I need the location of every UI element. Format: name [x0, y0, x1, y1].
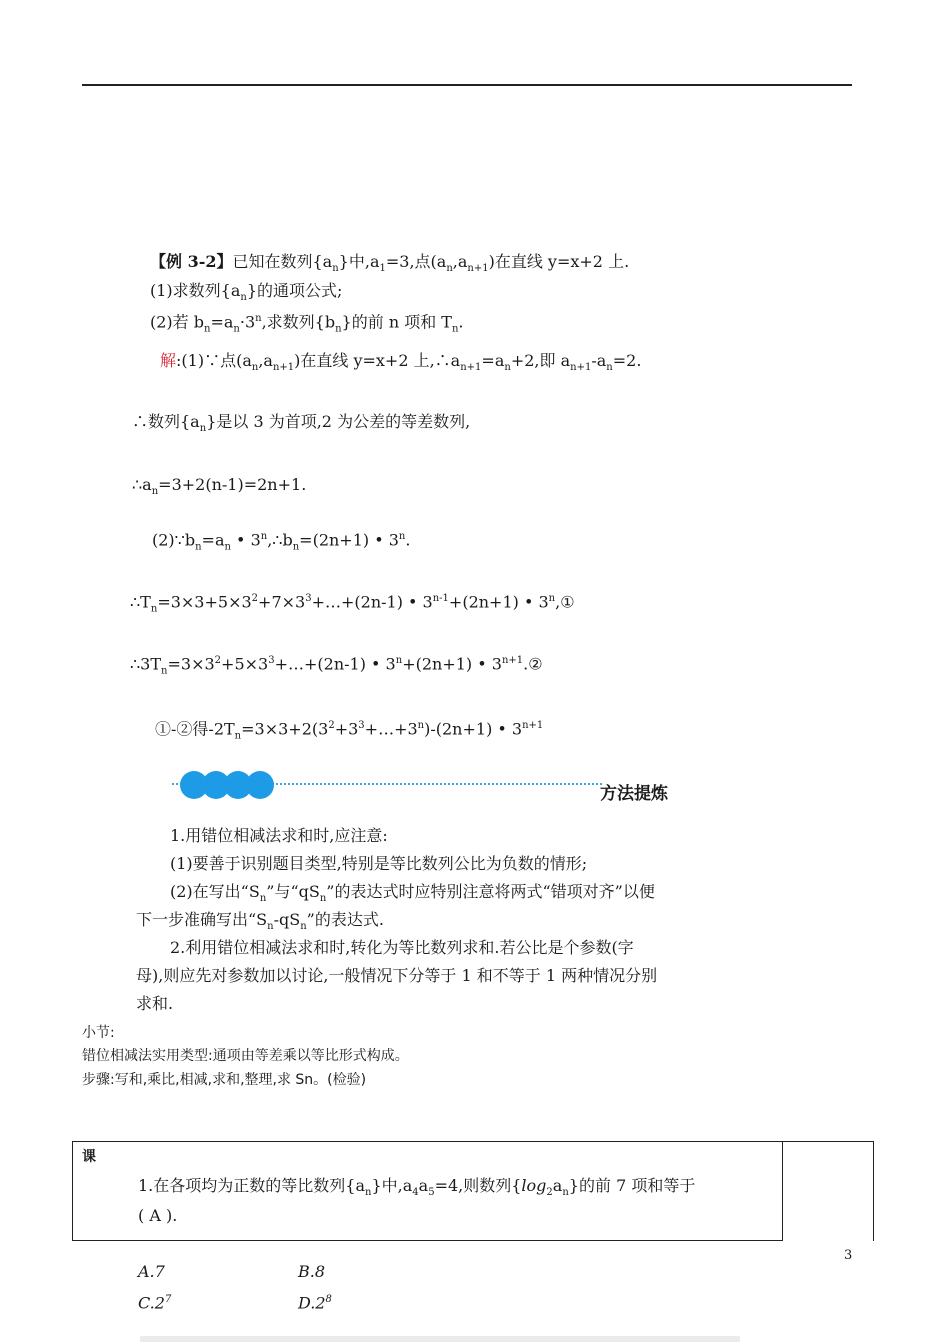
- method-point-1-b-cont: 下一步准确写出“$S_n-qS_n$”的表达式.: [136, 910, 384, 933]
- solution-step-2: ∴数列$\{a_n\}$是以 3 为首项,2 为公差的等差数列,: [132, 412, 471, 435]
- option-b: B.8: [298, 1262, 326, 1281]
- summary-line-2: 步骤:写和,乘比,相减,求和,整理,求 Sn。(检验): [82, 1072, 367, 1088]
- option-d: $D.2^8$: [298, 1293, 332, 1313]
- method-banner: [172, 771, 602, 799]
- banner-circle-icon: [246, 771, 274, 799]
- solution-step-7: ①-②得$-2T_n=3\times 3+2(3^2+3^3+\dots+3^n)-(2n+1)$ • $3^{n+1}$: [155, 719, 544, 742]
- method-point-1-b: (2)在写出“$S_n$”与“$qS_n$”的表达式时应特别注意将两式“错项对齐”以便: [170, 882, 655, 905]
- solution-step-3: $\therefore a_n=3+2(n-1)=2n+1$.: [132, 475, 307, 498]
- cutoff-text-line: [140, 1336, 740, 1342]
- method-point-1-a: (1)要善于识别题目类型,特别是等比数列公比为负数的情形;: [170, 854, 588, 873]
- exercise-box-inner-right: [782, 1141, 783, 1241]
- method-point-2: 2.利用错位相减法求和时,转化为等比数列求和.若公比是个参数(字: [170, 938, 634, 957]
- page-number: 3: [844, 1248, 853, 1263]
- exercise-box-label: 课: [82, 1149, 96, 1165]
- method-title: 方法提炼: [600, 784, 668, 804]
- summary-line-1: 错位相减法实用类型:通项由等差乘以等比形式构成。: [82, 1048, 409, 1064]
- exercise-box-right: [873, 1141, 874, 1241]
- solution-step-6: $\therefore 3T_n=3\times 3^2+5\times 3^3+\dots+(2n-1)$ • $3^n+(2n+1)$ • $3^{n+1}.②$: [130, 654, 543, 677]
- exercise-question: 1.在各项均为正数的等比数列$\{a_n\}$中$,a_4a_5=4$,则数列$\{\log_2a_n\}$的前 7 项和等于: [138, 1176, 696, 1199]
- exercise-box-bottom: [72, 1240, 782, 1241]
- method-point-2-cont: 母),则应先对参数加以讨论,一般情况下分等于 1 和不等于 1 两种情况分别: [136, 966, 658, 985]
- exercise-box-left: [72, 1141, 73, 1241]
- method-point-2-end: 求和.: [136, 994, 174, 1013]
- example-question-1: (1)求数列$\{a_n\}$的通项公式;: [150, 281, 343, 304]
- header-rule: [82, 84, 852, 86]
- example-question-2: (2)若 $b_n=a_n\cdot 3^n$,求数列$\{b_n\}$的前 n 项和 $T_n$.: [150, 312, 464, 335]
- option-c: $C.2^7$: [138, 1293, 172, 1313]
- exercise-box-top: [72, 1141, 874, 1142]
- example-statement: 【例 3-2】已知在数列$\{a_n\}$中$,a_1=3$,点$(a_n,a_{n+1})$在直线 y=x+2 上.: [150, 252, 630, 275]
- solution-step-4: $(2)\because b_n=a_n$ • $3^n,\therefore b_n=(2n+1)$ • 3$^n$.: [152, 530, 411, 553]
- method-point-1: 1.用错位相减法求和时,应注意:: [170, 826, 388, 845]
- solution-step-1: 解:(1)∵点$(a_n,a_{n+1})$在直线 y=x+2 上$,\therefore a_{n+1}=a_n+2$,即 $a_{n+1}-a_n=2$.: [160, 351, 642, 374]
- exercise-answer: ( A ).: [138, 1206, 178, 1225]
- solution-step-5: $\therefore T_n=3\times 3+5\times 3^2+7\times 3^3+\dots+(2n-1)$ • $3^{n-1}+(2n+1)$ • 3$^n$,①: [130, 592, 575, 615]
- summary-heading: 小节:: [82, 1025, 115, 1041]
- option-a: A.7: [138, 1262, 165, 1281]
